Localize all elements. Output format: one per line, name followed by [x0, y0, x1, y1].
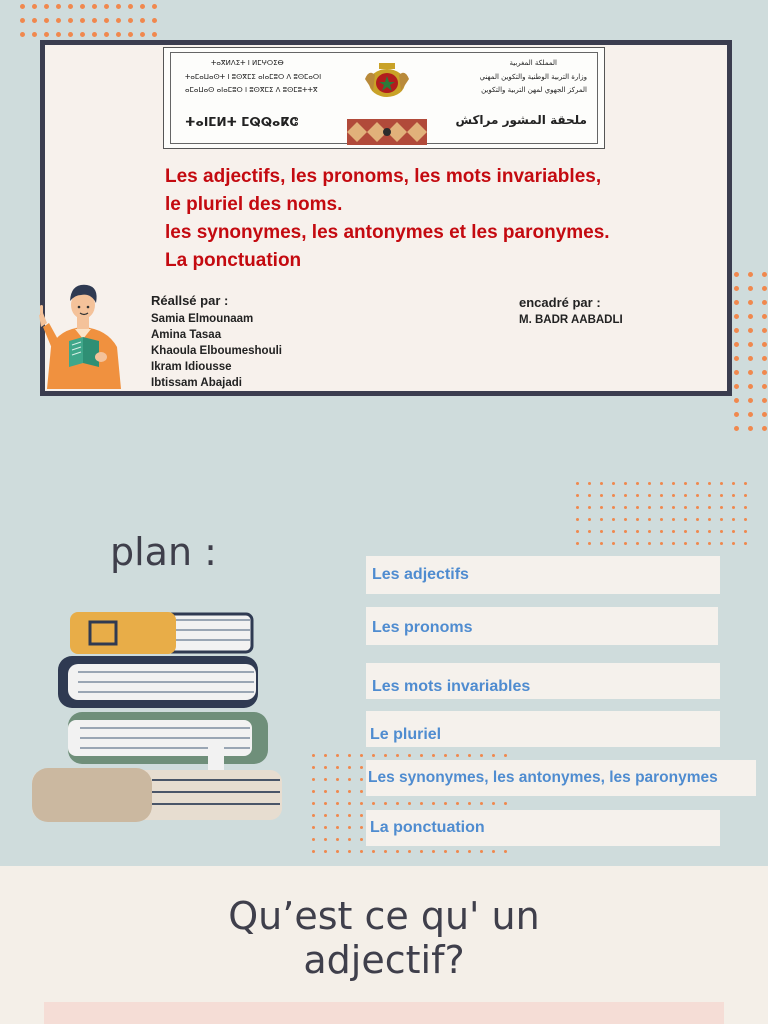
- decorative-dot: [336, 838, 339, 841]
- supervised-by-label: encadré par :: [519, 295, 601, 310]
- decorative-dot: [734, 342, 739, 347]
- decorative-dot: [636, 530, 639, 533]
- decorative-dot: [660, 542, 663, 545]
- decorative-dot: [600, 506, 603, 509]
- decorative-dot: [432, 802, 435, 805]
- decorative-dot: [732, 530, 735, 533]
- decorative-dot: [336, 766, 339, 769]
- plan-heading: plan :: [110, 530, 217, 574]
- decorative-dot: [128, 32, 133, 37]
- decorative-dot: [140, 32, 145, 37]
- decorative-dot: [732, 494, 735, 497]
- decorative-dot: [762, 272, 767, 277]
- decorative-pattern-icon: [347, 119, 427, 145]
- decorative-dot: [708, 518, 711, 521]
- decorative-dot: [360, 850, 363, 853]
- decorative-dot: [44, 18, 49, 23]
- decorative-dot: [672, 494, 675, 497]
- decorative-dot: [44, 32, 49, 37]
- decorative-dot: [360, 814, 363, 817]
- decorative-dot: [152, 32, 157, 37]
- decorative-dot: [480, 850, 483, 853]
- decorative-dot: [600, 482, 603, 485]
- decorative-dot: [312, 766, 315, 769]
- decorative-dot: [624, 482, 627, 485]
- tifinagh-line-3: ⴰⵎⴰⵡⴰⵙ ⴰⵏⴰⵎⵓⵔ ⵏ ⵓⵙⴳⵎⵉ ⴷ ⵓⵙⵎⵓⵜⵜⴳ: [185, 86, 318, 94]
- decorative-dot: [672, 482, 675, 485]
- decorative-dot: [32, 4, 37, 9]
- decorative-dot: [600, 494, 603, 497]
- decorative-dot: [384, 850, 387, 853]
- decorative-dot: [748, 356, 753, 361]
- content-box: [44, 1002, 724, 1024]
- decorative-dot: [420, 754, 423, 757]
- decorative-dot: [384, 754, 387, 757]
- decorative-dot: [576, 542, 579, 545]
- decorative-dot: [696, 506, 699, 509]
- question-section: [0, 866, 768, 1024]
- decorative-dot: [576, 482, 579, 485]
- author-name: Ikram Idiousse: [151, 361, 232, 373]
- decorative-dot: [348, 838, 351, 841]
- arabic-line-4: ملحقة المشور مراكش: [455, 113, 587, 127]
- decorative-dot: [588, 542, 591, 545]
- decorative-dot: [648, 494, 651, 497]
- decorative-dot: [734, 328, 739, 333]
- decorative-dot: [624, 506, 627, 509]
- decorative-dot: [588, 530, 591, 533]
- author-name: Amina Tasaa: [151, 329, 222, 341]
- decorative-dot: [696, 542, 699, 545]
- decorative-dot: [396, 802, 399, 805]
- decorative-dot: [324, 838, 327, 841]
- decorative-dot: [92, 32, 97, 37]
- decorative-dot: [762, 426, 767, 431]
- decorative-dot: [588, 506, 591, 509]
- decorative-dot: [80, 18, 85, 23]
- decorative-dot: [20, 4, 25, 9]
- decorative-dot: [696, 518, 699, 521]
- decorative-dot: [734, 370, 739, 375]
- decorative-dot: [762, 328, 767, 333]
- decorative-dot: [360, 766, 363, 769]
- plan-item-synonymes: Les synonymes, les antonymes, les paronymes: [366, 760, 756, 796]
- books-stack-icon: [28, 608, 290, 828]
- decorative-dot: [762, 342, 767, 347]
- decorative-dot: [360, 802, 363, 805]
- decorative-dot: [504, 754, 507, 757]
- decorative-dot: [762, 356, 767, 361]
- decorative-dot: [672, 530, 675, 533]
- decorative-dot: [420, 802, 423, 805]
- decorative-dot: [348, 790, 351, 793]
- decorative-dot: [492, 754, 495, 757]
- decorative-dot: [708, 506, 711, 509]
- decorative-dot: [732, 542, 735, 545]
- decorative-dot: [312, 814, 315, 817]
- decorative-dot: [444, 754, 447, 757]
- decorative-dot: [492, 802, 495, 805]
- decorative-dot: [648, 482, 651, 485]
- decorative-dot: [336, 850, 339, 853]
- title-line-4: La ponctuation: [165, 250, 302, 271]
- decorative-dot: [312, 778, 315, 781]
- decorative-dot: [360, 838, 363, 841]
- decorative-dot: [56, 4, 61, 9]
- plan-item-pluriel: Le pluriel: [366, 711, 720, 747]
- author-name: Khaoula Elboumeshouli: [151, 345, 282, 357]
- title-line-3: les synonymes, les antonymes et les paronymes.: [165, 222, 610, 243]
- decorative-dot: [648, 530, 651, 533]
- decorative-dot: [762, 370, 767, 375]
- arabic-line-1: المملكة المغربية: [509, 59, 557, 67]
- decorative-dot: [324, 766, 327, 769]
- decorative-dot: [140, 4, 145, 9]
- decorative-dot: [762, 398, 767, 403]
- title-line-1: Les adjectifs, les pronoms, les mots invariables,: [165, 166, 602, 187]
- decorative-dot: [762, 300, 767, 305]
- decorative-dot: [636, 506, 639, 509]
- title-line-2: le pluriel des noms.: [165, 194, 343, 215]
- decorative-dot: [744, 482, 747, 485]
- decorative-dot: [468, 802, 471, 805]
- decorative-dot: [696, 494, 699, 497]
- decorative-dot: [56, 32, 61, 37]
- decorative-dot: [762, 412, 767, 417]
- decorative-dot: [748, 412, 753, 417]
- question-line-2: adjectif?: [303, 938, 465, 982]
- decorative-dot: [648, 506, 651, 509]
- decorative-dot: [748, 286, 753, 291]
- decorative-dot: [348, 814, 351, 817]
- decorative-dot: [624, 494, 627, 497]
- decorative-dot: [56, 18, 61, 23]
- decorative-dot: [636, 494, 639, 497]
- decorative-dot: [324, 802, 327, 805]
- decorative-dot: [348, 754, 351, 757]
- decorative-dot: [600, 542, 603, 545]
- decorative-dot: [336, 790, 339, 793]
- decorative-dot: [612, 542, 615, 545]
- decorative-dot: [720, 530, 723, 533]
- decorative-dot: [312, 838, 315, 841]
- decorative-dot: [734, 356, 739, 361]
- decorative-dot: [312, 826, 315, 829]
- decorative-dot: [660, 518, 663, 521]
- decorative-dot: [576, 518, 579, 521]
- decorative-dot: [696, 482, 699, 485]
- decorative-dot: [720, 494, 723, 497]
- decorative-dot: [748, 398, 753, 403]
- decorative-dot: [480, 802, 483, 805]
- decorative-dot: [684, 482, 687, 485]
- decorative-dot: [116, 4, 121, 9]
- decorative-dot: [748, 300, 753, 305]
- decorative-dot: [744, 530, 747, 533]
- decorative-dot: [468, 754, 471, 757]
- decorative-dot: [684, 506, 687, 509]
- decorative-dot: [732, 506, 735, 509]
- decorative-dot: [324, 826, 327, 829]
- decorative-dot: [336, 802, 339, 805]
- decorative-dot: [624, 530, 627, 533]
- decorative-dot: [360, 754, 363, 757]
- decorative-dot: [152, 18, 157, 23]
- decorative-dot: [444, 850, 447, 853]
- decorative-dot: [734, 426, 739, 431]
- decorative-dot: [444, 802, 447, 805]
- decorative-dot: [68, 4, 73, 9]
- tifinagh-line-1: ⵜⴰⴳⵍⴷⵉⵜ ⵏ ⵍⵎⵖⵔⵉⴱ: [211, 59, 284, 67]
- decorative-dot: [324, 850, 327, 853]
- decorative-dot: [408, 754, 411, 757]
- decorative-dot: [732, 518, 735, 521]
- decorative-dot: [68, 32, 73, 37]
- question-heading: [0, 894, 768, 982]
- decorative-dot: [396, 850, 399, 853]
- question-line-1: Qu’est ce qu' un: [228, 894, 540, 938]
- decorative-dot: [672, 518, 675, 521]
- decorative-dot: [576, 506, 579, 509]
- decorative-dot: [396, 754, 399, 757]
- decorative-dot: [324, 754, 327, 757]
- decorative-dot: [456, 802, 459, 805]
- tifinagh-line-4: ⵜⴰⵏⵎⵍⵜ ⵎⵕⵕⴰⴽⵛ: [185, 115, 299, 129]
- decorative-dot: [708, 494, 711, 497]
- coat-of-arms-icon: [361, 61, 413, 101]
- decorative-dot: [480, 754, 483, 757]
- decorative-dot: [32, 18, 37, 23]
- decorative-dot: [312, 754, 315, 757]
- decorative-dot: [384, 802, 387, 805]
- decorative-dot: [734, 314, 739, 319]
- plan-item-adjectifs: Les adjectifs: [366, 556, 720, 594]
- decorative-dot: [734, 300, 739, 305]
- decorative-dot: [762, 384, 767, 389]
- decorative-dot: [116, 18, 121, 23]
- decorative-dot: [734, 384, 739, 389]
- plan-item-pronoms: Les pronoms: [366, 607, 718, 645]
- decorative-dot: [348, 778, 351, 781]
- decorative-dot: [128, 18, 133, 23]
- decorative-dot: [684, 518, 687, 521]
- decorative-dot: [152, 4, 157, 9]
- decorative-dot: [734, 398, 739, 403]
- title-card: [40, 40, 732, 396]
- decorative-dot: [336, 826, 339, 829]
- author-name: Samia Elmounaam: [151, 313, 254, 325]
- decorative-dot: [140, 18, 145, 23]
- decorative-dot: [612, 506, 615, 509]
- arabic-line-3: المركز الجهوي لمهن التربية والتكوين: [481, 86, 587, 94]
- decorative-dot: [324, 814, 327, 817]
- decorative-dot: [708, 482, 711, 485]
- decorative-dot: [104, 4, 109, 9]
- decorative-dot: [624, 542, 627, 545]
- decorative-dot: [312, 790, 315, 793]
- teacher-illustration-icon: [29, 277, 137, 389]
- decorative-dot: [80, 4, 85, 9]
- decorative-dot: [104, 32, 109, 37]
- decorative-dot: [92, 18, 97, 23]
- decorative-dot: [636, 482, 639, 485]
- decorative-dot: [104, 18, 109, 23]
- decorative-dot: [576, 494, 579, 497]
- decorative-dot: [80, 32, 85, 37]
- decorative-dot: [348, 850, 351, 853]
- decorative-dot: [348, 802, 351, 805]
- decorative-dot: [504, 850, 507, 853]
- decorative-dot: [456, 754, 459, 757]
- decorative-dot: [708, 530, 711, 533]
- decorative-dot: [44, 4, 49, 9]
- supervisor-name: M. BADR AABADLI: [519, 314, 623, 326]
- decorative-dot: [720, 506, 723, 509]
- decorative-dot: [748, 328, 753, 333]
- decorative-dot: [116, 32, 121, 37]
- decorative-dot: [600, 518, 603, 521]
- decorative-dot: [612, 482, 615, 485]
- decorative-dot: [660, 506, 663, 509]
- presentation-title: [165, 163, 610, 275]
- decorative-dot: [336, 778, 339, 781]
- decorative-dot: [648, 518, 651, 521]
- decorative-dot: [492, 850, 495, 853]
- decorative-dot: [748, 272, 753, 277]
- decorative-dot: [720, 542, 723, 545]
- decorative-dot: [734, 412, 739, 417]
- decorative-dot: [312, 802, 315, 805]
- institution-banner: [163, 47, 605, 149]
- decorative-dot: [372, 850, 375, 853]
- decorative-dot: [324, 790, 327, 793]
- decorative-dot: [32, 32, 37, 37]
- decorative-dot: [432, 850, 435, 853]
- decorative-dot: [92, 4, 97, 9]
- decorative-dot: [660, 494, 663, 497]
- decorative-dot: [612, 530, 615, 533]
- decorative-dot: [588, 494, 591, 497]
- decorative-dot: [360, 778, 363, 781]
- arabic-line-2: وزارة التربية الوطنية والتكوين المهني: [479, 73, 587, 81]
- decorative-dot: [576, 530, 579, 533]
- tifinagh-line-2: ⵜⴰⵎⴰⵡⴰⵙⵜ ⵏ ⵓⵙⴳⵎⵉ ⴰⵏⴰⵎⵓⵔ ⴷ ⵓⵙⵎⴰⵔⵏ: [185, 73, 322, 81]
- decorative-dot: [672, 542, 675, 545]
- decorative-dot: [348, 766, 351, 769]
- realised-by-label: Réallsé par :: [151, 293, 229, 308]
- decorative-dot: [372, 802, 375, 805]
- decorative-dot: [624, 518, 627, 521]
- decorative-dot: [720, 482, 723, 485]
- decorative-dot: [408, 802, 411, 805]
- decorative-dot: [684, 494, 687, 497]
- decorative-dot: [432, 754, 435, 757]
- decorative-dot: [696, 530, 699, 533]
- decorative-dot: [762, 314, 767, 319]
- decorative-dot: [504, 802, 507, 805]
- decorative-dot: [348, 826, 351, 829]
- decorative-dot: [360, 790, 363, 793]
- supervisor-block: [519, 295, 623, 326]
- decorative-dot: [336, 814, 339, 817]
- decorative-dot: [636, 542, 639, 545]
- decorative-dot: [734, 272, 739, 277]
- author-name: Ibtissam Abajadi: [151, 377, 242, 389]
- decorative-dot: [612, 494, 615, 497]
- decorative-dot: [748, 426, 753, 431]
- decorative-dot: [636, 518, 639, 521]
- authors-block: [151, 293, 282, 391]
- decorative-dot: [748, 384, 753, 389]
- decorative-dot: [744, 542, 747, 545]
- decorative-dot: [734, 286, 739, 291]
- decorative-dot: [456, 850, 459, 853]
- decorative-dot: [744, 518, 747, 521]
- decorative-dot: [748, 342, 753, 347]
- decorative-dot: [744, 506, 747, 509]
- decorative-dot: [720, 518, 723, 521]
- decorative-dot: [20, 32, 25, 37]
- decorative-dot: [744, 494, 747, 497]
- decorative-dot: [68, 18, 73, 23]
- decorative-dot: [684, 542, 687, 545]
- decorative-dot: [672, 506, 675, 509]
- decorative-dot: [408, 850, 411, 853]
- decorative-dot: [128, 4, 133, 9]
- decorative-dot: [708, 542, 711, 545]
- decorative-dot: [360, 826, 363, 829]
- decorative-dot: [684, 530, 687, 533]
- decorative-dot: [336, 754, 339, 757]
- decorative-dot: [324, 778, 327, 781]
- decorative-dot: [312, 850, 315, 853]
- decorative-dot: [20, 18, 25, 23]
- decorative-dot: [748, 370, 753, 375]
- decorative-dot: [468, 850, 471, 853]
- decorative-dot: [732, 482, 735, 485]
- decorative-dot: [748, 314, 753, 319]
- decorative-dot: [588, 482, 591, 485]
- decorative-dot: [420, 850, 423, 853]
- decorative-dot: [612, 518, 615, 521]
- plan-item-mots-invariables: Les mots invariables: [366, 663, 720, 699]
- decorative-dot: [588, 518, 591, 521]
- decorative-dot: [762, 286, 767, 291]
- plan-item-ponctuation: La ponctuation: [366, 810, 720, 846]
- decorative-dot: [648, 542, 651, 545]
- decorative-dot: [600, 530, 603, 533]
- decorative-dot: [660, 530, 663, 533]
- decorative-dot: [660, 482, 663, 485]
- decorative-dot: [372, 754, 375, 757]
